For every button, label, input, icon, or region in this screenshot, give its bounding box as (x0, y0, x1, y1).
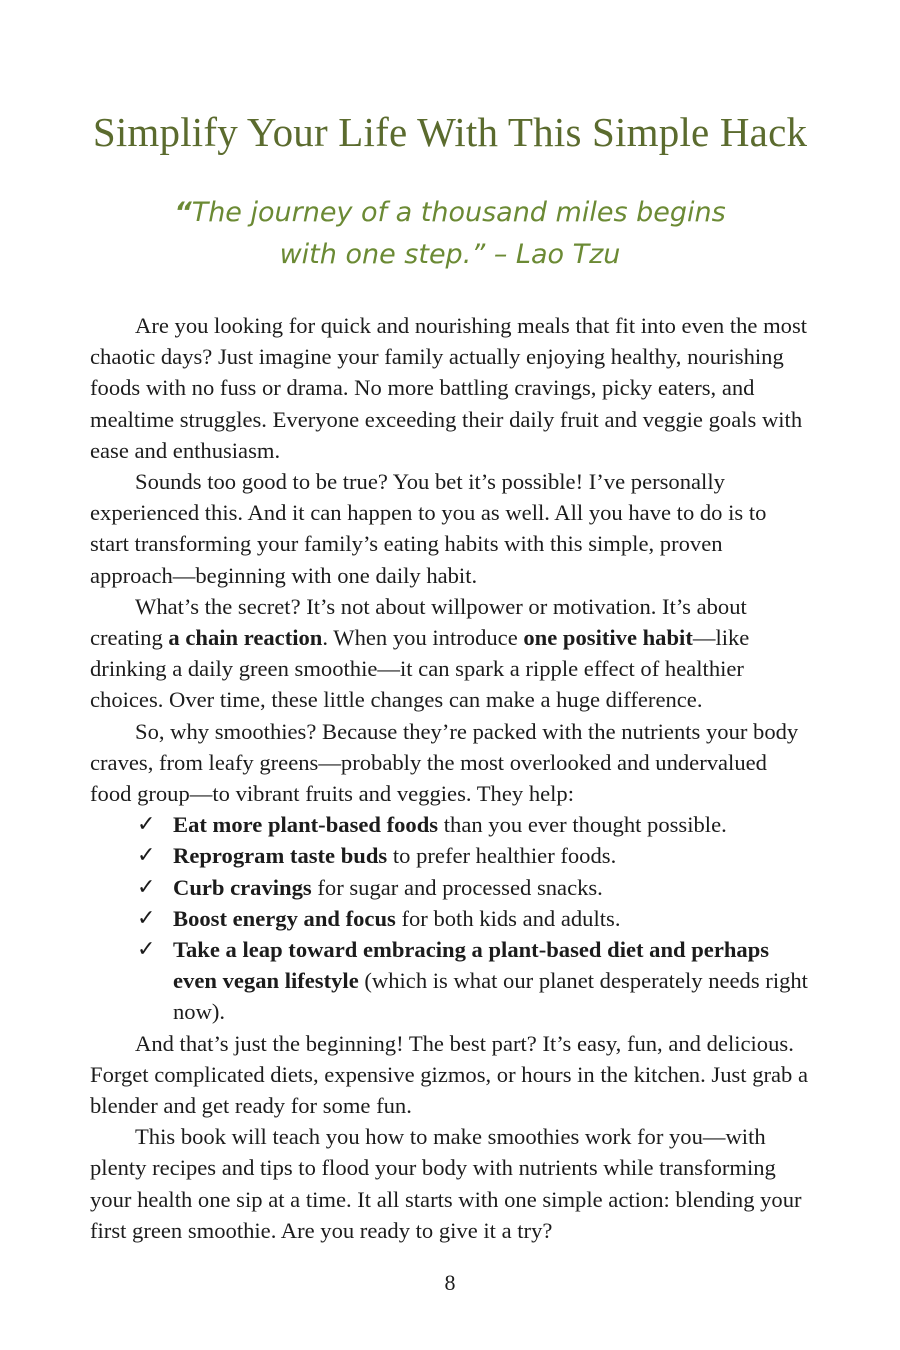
paragraph-3-part-c: . When you introduce (322, 625, 524, 651)
chapter-title: Simplify Your Life With This Simple Hack (92, 109, 808, 155)
page-number: 8 (444, 1270, 456, 1295)
checklist-item-text: than you ever thought possible. (438, 812, 727, 838)
paragraph-6: This book will teach you how to make smoothies work for you—with plenty recipes and tips to flood your body with nutrients while transforming your health one sip at a time. It all starts with one simple action: blending your first green smoothie. Are you ready to give it a try? (90, 1124, 802, 1243)
checklist-item (90, 872, 810, 903)
checklist-item-text: to prefer healthier foods. (387, 843, 617, 869)
epigraph-quote (0, 192, 900, 276)
checklist-item-bold: Boost energy and focus (173, 905, 396, 931)
checkmark-icon: ✓ (137, 905, 156, 931)
checklist-item (90, 809, 810, 840)
paragraph-3-part-e: —like drinking a daily green smoothie—it can spark a ripple effect of healthier choices. Over time, these little changes can make a huge difference. (90, 625, 750, 713)
checklist-item (90, 903, 810, 934)
checklist-item-text: for sugar and processed snacks. (311, 874, 603, 900)
paragraph-2: Sounds too good to be true? You bet it’s possible! I’ve personally experienced this. And it can happen to you as well. All you have to do is to start transforming your family’s eating habits with this simple, proven approach—beginning with one daily habit. (90, 469, 767, 588)
checkmark-icon: ✓ (137, 874, 156, 900)
benefits-checklist (90, 809, 810, 1027)
checklist-item-text: (which is what our planet desperately needs right now). (173, 968, 808, 1025)
quote-open-mark: “ (174, 197, 192, 228)
checklist-item-bold: Reprogram taste buds (173, 843, 388, 869)
paragraph-3 (90, 591, 810, 716)
checklist-item (90, 840, 810, 871)
checklist-item-bold: Eat more plant-based foods (173, 812, 439, 838)
quote-line-1-text: The journey of a thousand miles begins (191, 197, 726, 228)
checklist-item-bold: Curb cravings (173, 874, 312, 900)
checkmark-icon: ✓ (137, 843, 156, 869)
checklist-item-bold: Take a leap toward embracing a plant-based diet and perhaps even vegan lifestyle (173, 937, 770, 994)
checklist-item-text: for both kids and adults. (395, 905, 621, 931)
quote-line-1 (0, 192, 900, 234)
paragraph-3-bold-positive-habit: one positive habit (523, 625, 693, 651)
checklist-item (90, 934, 810, 1028)
paragraph-1: Are you looking for quick and nourishing meals that fit into even the most chaotic days? Just imagine your family actually enjoying healthy, nourishing foods with no fuss or drama. No more battling cravings, picky eaters, and mealtime struggles. Everyone exceeding their daily fruit and veggie goals with ease and enthusiasm. (90, 313, 808, 463)
paragraph-4: So, why smoothies? Because they’re packed with the nutrients your body craves, from leafy greens—probably the most overlooked and undervalued food group—to vibrant fruits and veggies. They help: (90, 718, 799, 807)
paragraph-3-bold-chain-reaction: a chain reaction (168, 625, 323, 651)
paragraph-5: And that’s just the beginning! The best part? It’s easy, fun, and delicious. Forget complicated diets, expensive gizmos, or hours in the kitchen. Just grab a blender and get ready for some fun. (90, 1030, 809, 1119)
checkmark-icon: ✓ (137, 812, 156, 838)
paragraph-3-part-a: What’s the secret? It’s not about willpower or motivation. It’s about creating (90, 593, 747, 651)
body-text (90, 310, 810, 1246)
quote-line-2: with one step.” – Lao Tzu (279, 239, 621, 270)
checkmark-icon: ✓ (137, 937, 156, 963)
